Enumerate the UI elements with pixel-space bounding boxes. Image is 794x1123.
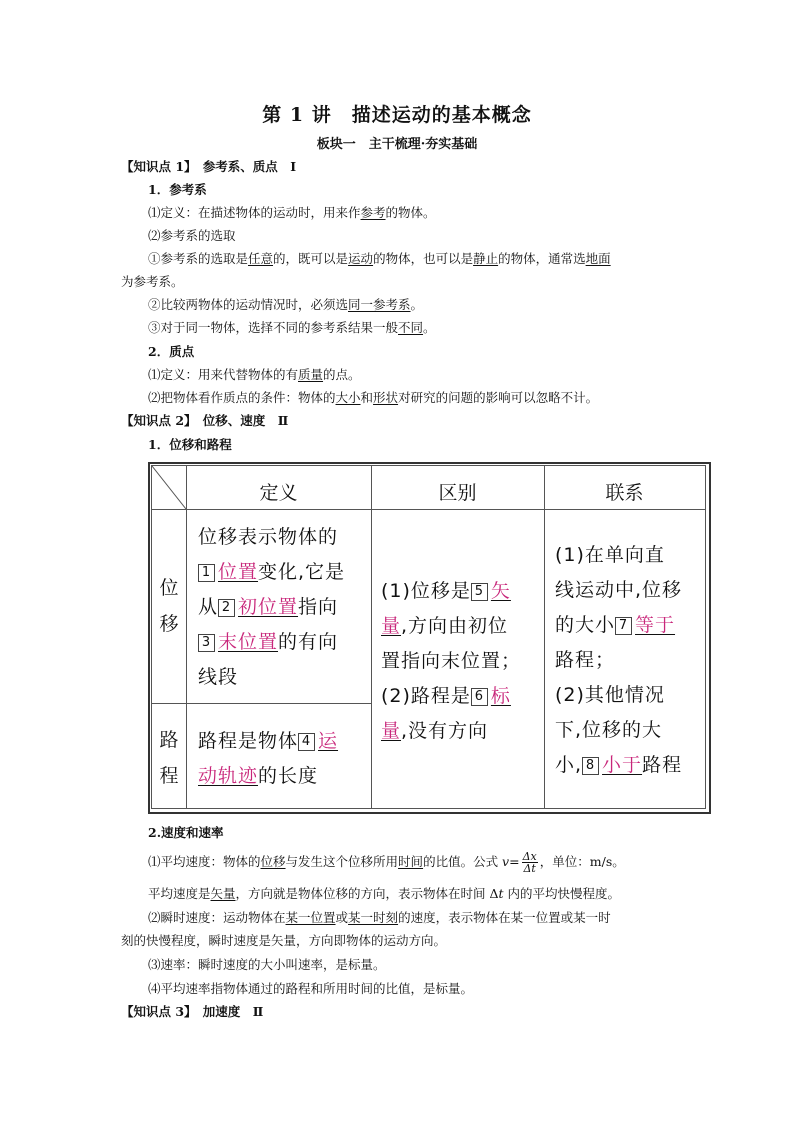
blank-number-3: 3 xyxy=(198,634,215,652)
answer-7: 等于 xyxy=(635,614,676,636)
answer-2: 初位置 xyxy=(238,596,299,618)
velocity-line-instant-2: 刻的快慢程度，瞬时速度是矢量，方向即物体的运动方向。 xyxy=(121,933,447,948)
table-corner-diagonal xyxy=(152,466,186,509)
answer-3: 末位置 xyxy=(218,631,279,653)
answer-4b: 动轨迹 xyxy=(198,765,259,787)
blank-number-8: 8 xyxy=(582,757,599,775)
cell-distance-definition: 路程是物体 4 运 动轨迹的长度 xyxy=(198,730,339,787)
page-subtitle: 板块一 主干梳理·夯实基础 xyxy=(316,137,478,152)
velocity-line-speed: ⑶速率：瞬时速度的大小叫速率，是标量。 xyxy=(148,957,386,972)
velocity-line-average-2: 平均速度是矢量，方向就是物体位移的方向，表示物体在时间 Δt 内的平均快慢程度。 xyxy=(148,886,621,901)
cell-relation: (1)在单向直 线运动中,位移 的大小 7 等于 路程； (2)其他情况 下,位移的大 小, 8 小于路程 xyxy=(555,544,683,776)
header-definition: 定义 xyxy=(259,482,298,504)
kp1-heading: 【知识点 1】 参考系、质点 Ⅰ xyxy=(121,159,297,174)
kp1-line-particle-def: ⑴定义：用来代替物体的有质量的点。 xyxy=(148,367,361,382)
kp3-heading: 【知识点 3】 加速度 Ⅱ xyxy=(121,1004,264,1019)
header-difference: 区别 xyxy=(438,482,477,504)
table-grid xyxy=(151,465,706,809)
answer-4a: 运 xyxy=(318,730,339,752)
blank-number-4: 4 xyxy=(298,733,315,751)
kp1-line-rule-1: ①参考系的选取是任意的，既可以是运动的物体，也可以是静止的物体，通常选地面 xyxy=(148,251,611,266)
blank-number-2: 2 xyxy=(218,599,235,617)
displacement-distance-table xyxy=(148,462,711,814)
answer-6a: 标 xyxy=(490,685,511,707)
kp1-section-particle: 2．质点 xyxy=(148,344,195,359)
page-title: 第 1 讲 描述运动的基本概念 xyxy=(262,104,532,126)
cell-difference: (1)位移是 5 矢 量,方向由初位 置指向末位置； (2)路程是 6 标 量,没有方向 xyxy=(381,580,522,742)
blank-number-5: 5 xyxy=(471,583,488,601)
kp1-section-reference-frame: 1．参考系 xyxy=(148,182,207,197)
kp1-line-rule-2: ②比较两物体的运动情况时，必须选同一参考系。 xyxy=(148,297,424,312)
answer-8: 小于 xyxy=(602,754,643,776)
kp2-section-displacement: 1．位移和路程 xyxy=(148,437,232,452)
row-label-distance: 路 程 xyxy=(159,729,179,787)
kp1-line-definition: ⑴定义：在描述物体的运动时，用来作参考的物体。 xyxy=(148,205,436,220)
kp2-section-velocity: 2.速度和速率 xyxy=(148,825,224,840)
blank-number-1: 1 xyxy=(198,564,215,582)
header-relation: 联系 xyxy=(605,482,644,504)
answer-5b: 量 xyxy=(381,615,402,637)
kp1-line-rule-3: ③对于同一物体，选择不同的参考系结果一般不同。 xyxy=(148,320,436,335)
velocity-line-instant: ⑵瞬时速度：运动物体在某一位置或某一时刻的速度，表示物体在某一位置或某一时 xyxy=(148,910,611,925)
kp1-line-selection: ⑵参考系的选取 xyxy=(148,228,236,243)
kp2-heading: 【知识点 2】 位移、速度 Ⅱ xyxy=(121,413,289,428)
answer-6b: 量 xyxy=(381,720,402,742)
kp1-line-particle-cond: ⑵把物体看作质点的条件：物体的大小和形状对研究的问题的影响可以忽略不计。 xyxy=(148,390,599,405)
blank-number-6: 6 xyxy=(471,688,488,706)
kp1-line-rule-1-cont: 为参考系。 xyxy=(121,274,184,289)
answer-5a: 矢 xyxy=(490,580,511,602)
blank-number-7: 7 xyxy=(615,617,632,635)
velocity-formula-fraction: $\frac{\Delta x}{\Delta t}$ xyxy=(522,850,537,875)
row-label-displacement: 位 移 xyxy=(159,577,179,635)
velocity-line-average: ⑴平均速度：物体的位移与发生这个位移所用时间的比值。公式 v= $\frac{\Delta x}{\Delta t}$ ，单位：m/s。 xyxy=(148,850,625,875)
cell-displacement-definition: 位移表示物体的 1 位置变化,它是 从 2 初位置指向 3 末位置的有向 线段 xyxy=(198,526,346,688)
velocity-line-average-speed: ⑷平均速率指物体通过的路程和所用时间的比值，是标量。 xyxy=(148,981,474,996)
answer-1: 位置 xyxy=(218,561,259,583)
